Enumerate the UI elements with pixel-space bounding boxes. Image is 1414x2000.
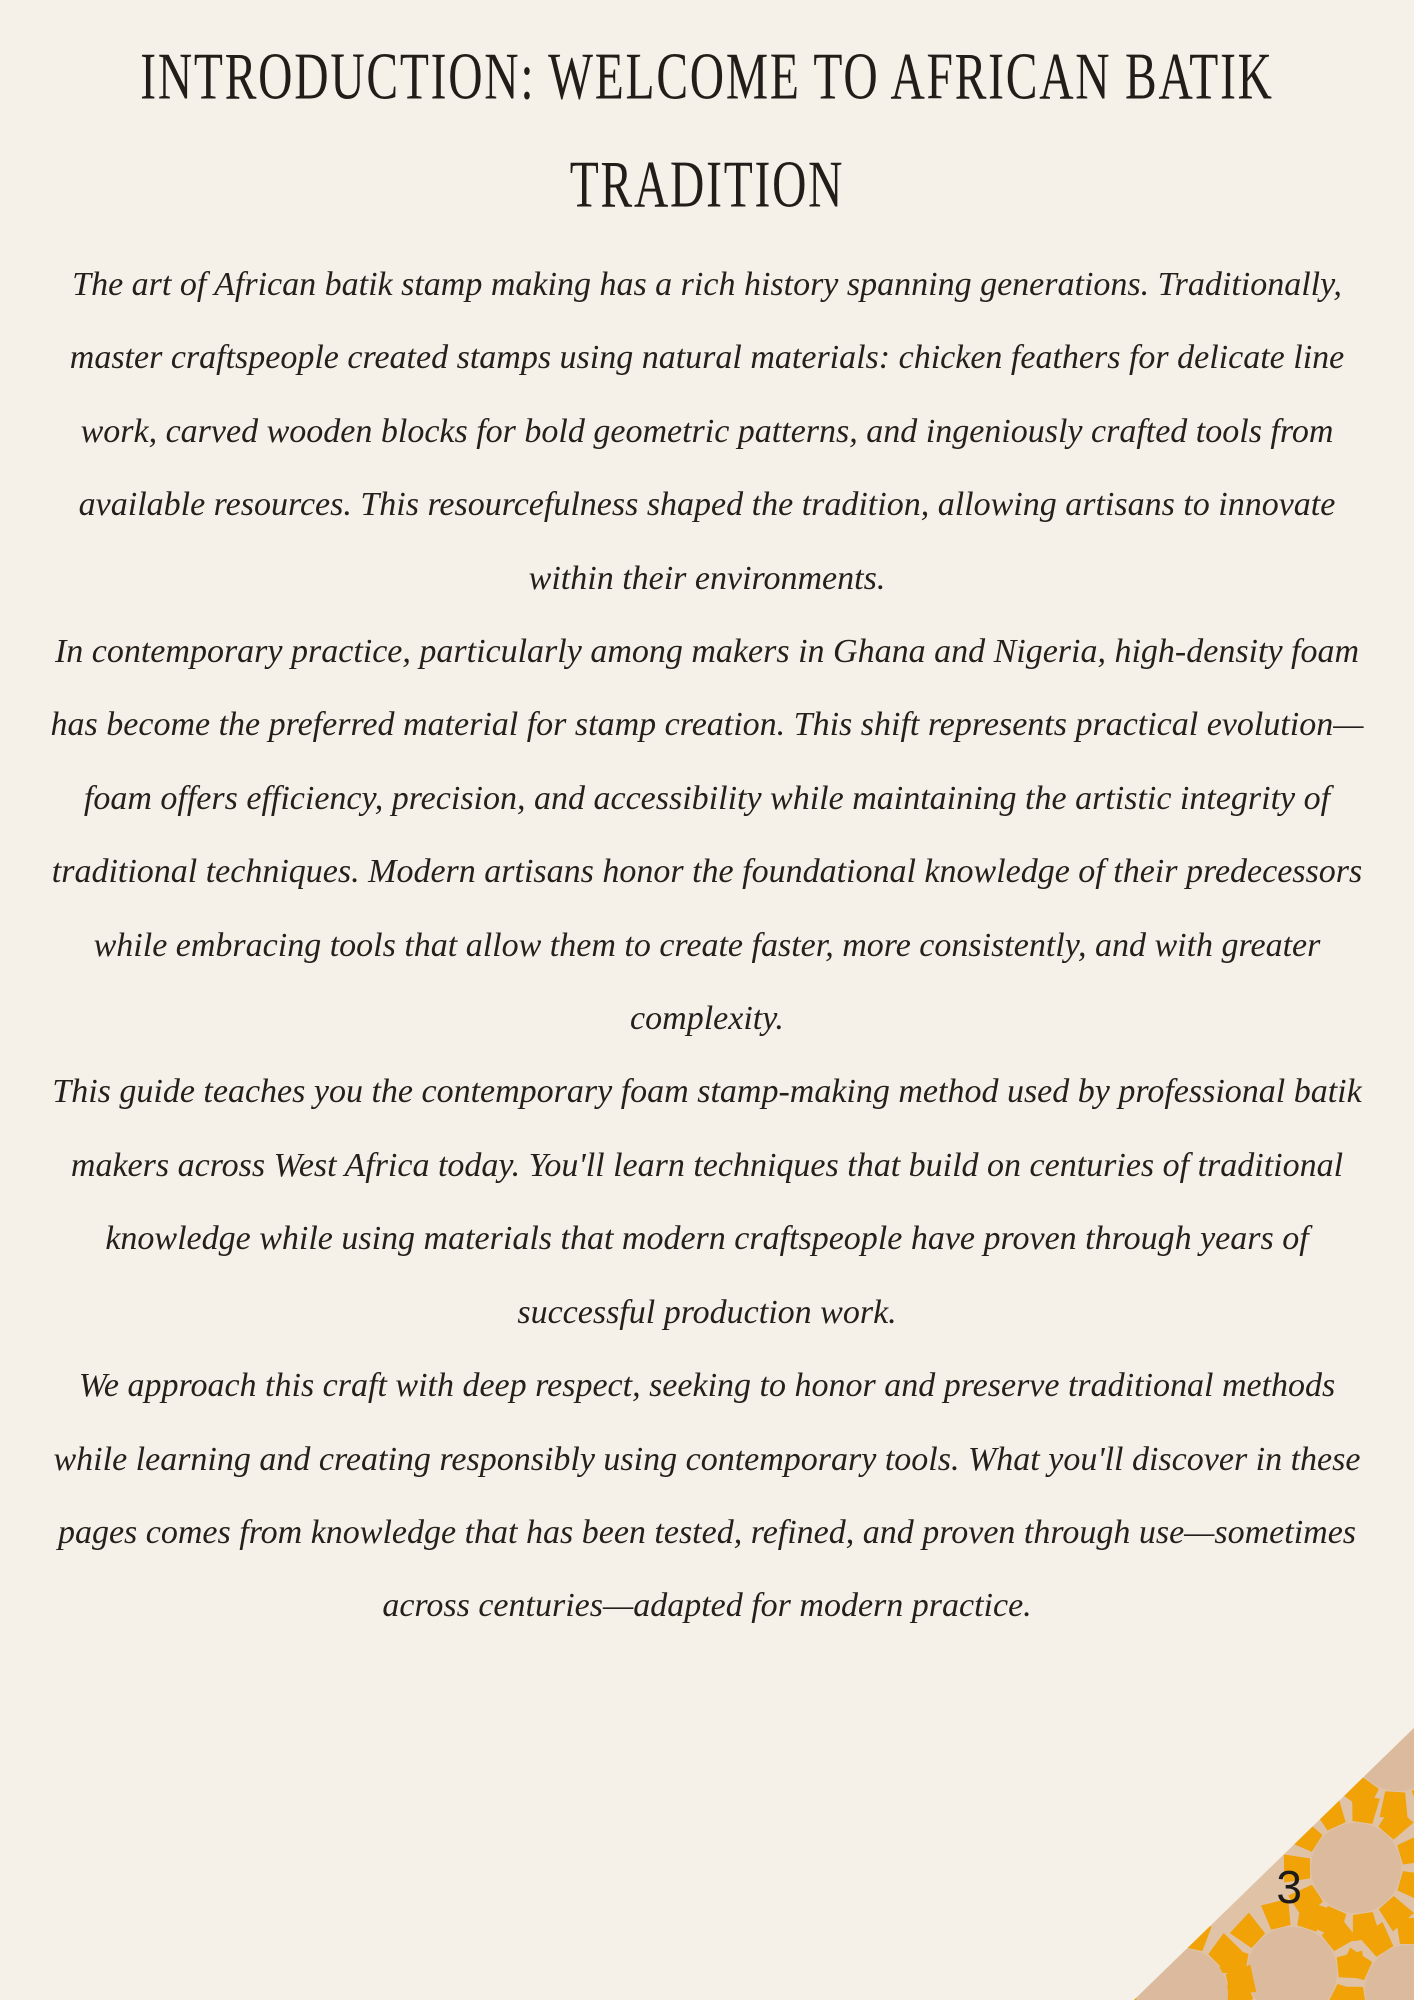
body-text: [42, 248, 1372, 1643]
page-title: [0, 0, 1414, 238]
sunburst-icon: [1134, 1728, 1414, 2000]
corner-decoration: [1134, 1728, 1414, 2000]
page-number: 3: [1276, 1861, 1302, 1913]
page-title-line-2: TRADITION: [569, 146, 845, 222]
paragraph-3: This guide teaches you the contemporary foam stamp-making method used by professional batik makers across West Africa today. You'll learn techniques that build on centuries of traditional knowledge while using materials that modern craftspeople have proven through years of successful production work.: [52, 1073, 1362, 1331]
paragraph-4: We approach this craft with deep respect, seeking to honor and preserve traditional methods while learning and creating responsibly using contemporary tools. What you'll discover in these pages comes from knowledge that has been tested, refined, and proven through use—sometimes across centuries—adapted for modern practice.: [53, 1367, 1361, 1625]
paragraph-2: In contemporary practice, particularly among makers in Ghana and Nigeria, high-density foam has become the preferred material for stamp creation. This shift represents practical evolution—foam offers efficiency, precision, and accessibility while maintaining the artistic integrity of traditional techniques. Modern artisans honor the foundational knowledge of their predecessors while embracing tools that allow them to create faster, more consistently, and with greater complexity.: [50, 633, 1364, 1038]
page-title-line-1: INTRODUCTION: WELCOME TO AFRICAN BATIK: [140, 38, 1274, 114]
paragraph-1: The art of African batik stamp making has a rich history spanning generations. Traditionally, master craftspeople created stamps using natural materials: chicken feathers for delicate line work, carved wooden blocks for bold geometric patterns, and ingeniously crafted tools from available resources. This resourcefulness shaped the tradition, allowing artisans to innovate within their environments.: [69, 266, 1345, 597]
